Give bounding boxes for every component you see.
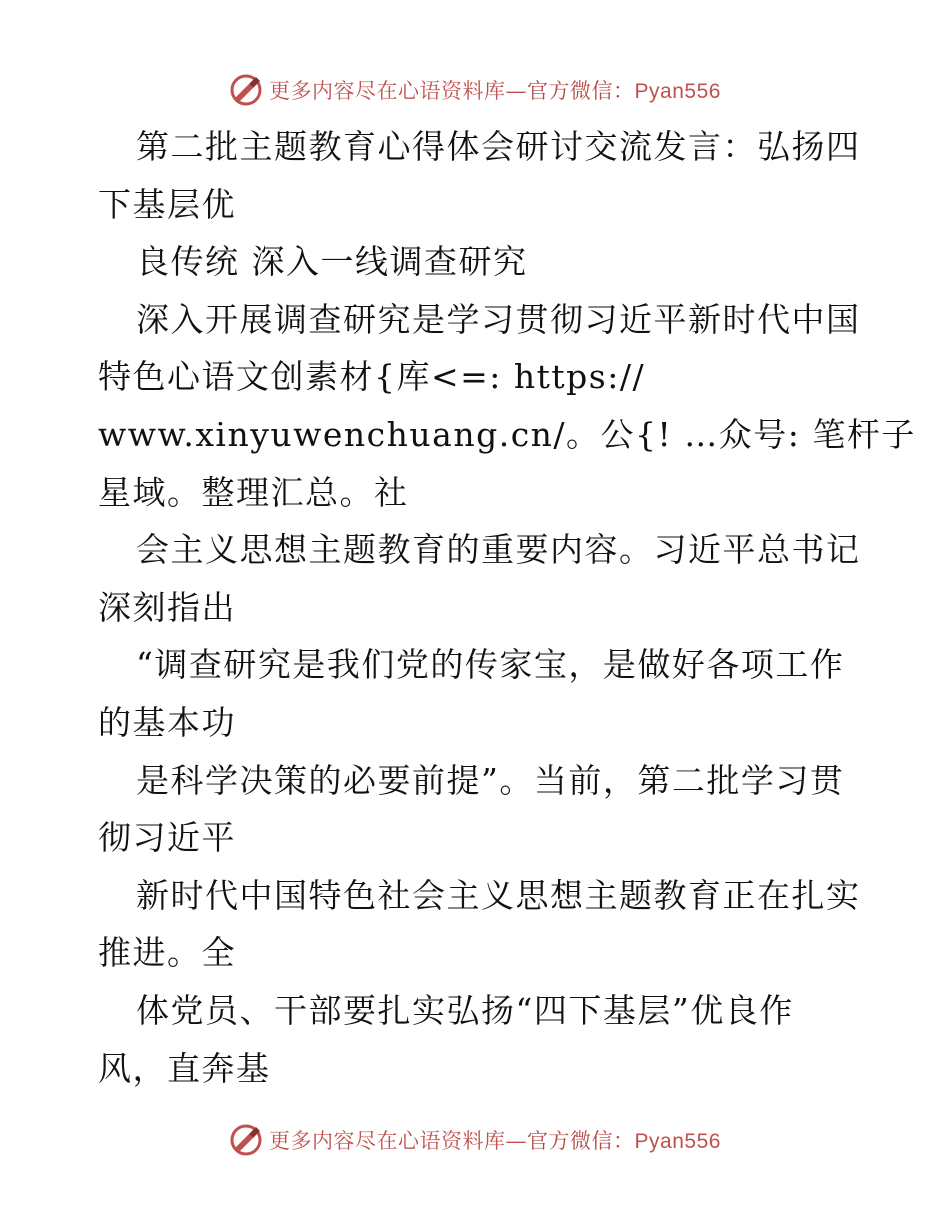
text-line: 第二批主题教育心得体会研讨交流发言：弘扬四 <box>136 127 861 166</box>
banner-dash: — <box>505 79 528 103</box>
footer-banner <box>0 1120 950 1160</box>
body-text <box>98 118 916 1097</box>
text-line: 新时代中国特色社会主义思想主题教育正在扎实 <box>136 875 861 915</box>
text-line: 彻习近平 <box>98 818 236 858</box>
text-line: 下基层优 <box>98 184 236 224</box>
text-line: 良传统 深入一线调查研究 <box>136 242 528 282</box>
text-line: 深入开展调查研究是学习贯彻习近平新时代中国 <box>136 299 861 339</box>
banner-official: 官方微信： <box>527 1129 635 1153</box>
header-banner <box>0 70 950 110</box>
text-line: 风，直奔基 <box>98 1048 271 1088</box>
banner-dash: — <box>505 1129 528 1153</box>
banner-official: 官方微信： <box>527 79 635 103</box>
pen-logo-icon <box>229 73 263 107</box>
text-line: 体党员、干部要扎实弘扬“四下基层”优良作 <box>136 990 794 1030</box>
text-line: 是科学决策的必要前提”。当前，第二批学习贯 <box>136 760 845 800</box>
banner-promo: 更多内容尽在心语资料库 <box>269 1129 506 1153</box>
banner-wechat-id: Pyan556 <box>634 80 721 103</box>
text-line: 星域。整理汇总。社 <box>98 472 409 512</box>
banner-wechat-id: Pyan556 <box>634 1130 721 1153</box>
text-line: “调查研究是我们党的传家宝，是做好各项工作 <box>136 645 845 685</box>
text-line: 深刻指出 <box>98 587 236 627</box>
text-line: 推进。全 <box>98 933 236 973</box>
text-line: 特色心语文创素材{库<=: https:// <box>98 357 646 397</box>
banner-promo: 更多内容尽在心语资料库 <box>269 79 506 103</box>
banner-text <box>269 75 721 105</box>
text-line: 的基本功 <box>98 702 236 742</box>
banner-text <box>269 1125 721 1155</box>
text-line: 会主义思想主题教育的重要内容。习近平总书记 <box>136 530 861 570</box>
pen-logo-icon <box>229 1123 263 1157</box>
text-line: www.xinyuwenchuang.cn/。公{! …众号: 笔杆子 <box>98 414 916 454</box>
